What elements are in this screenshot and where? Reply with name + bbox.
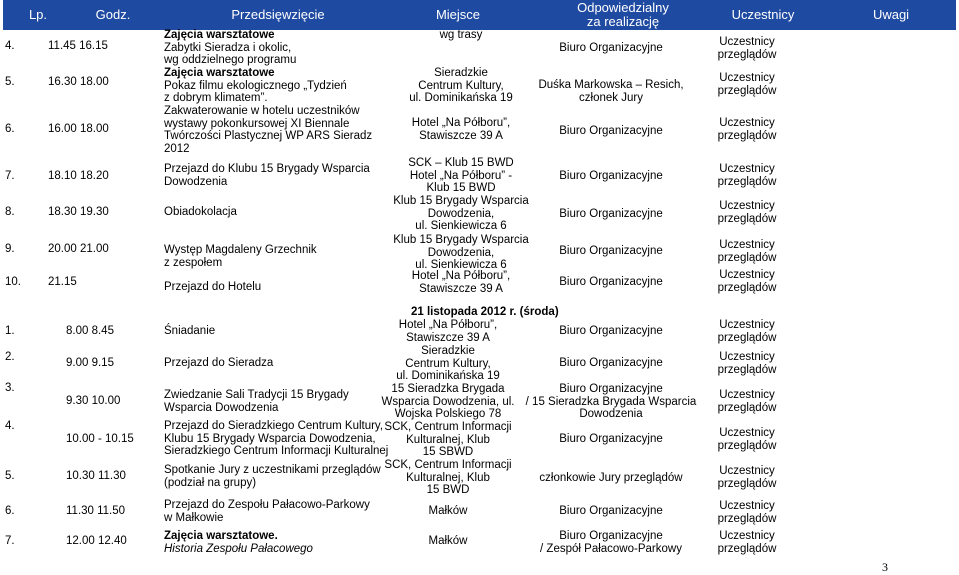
row-participants: przeglądów bbox=[717, 542, 777, 555]
row-number: 4. bbox=[5, 420, 15, 432]
row-participants: Uczestnicy bbox=[719, 72, 775, 84]
row-place: Klub 15 BWD bbox=[426, 182, 496, 194]
row-participants: przeglądów bbox=[717, 129, 777, 142]
row-place: Hotel „Na Półboru”, bbox=[411, 270, 511, 282]
row-responsible: Biuro Organizacyjne bbox=[559, 245, 663, 257]
row-event: Przejazd do Sieradza bbox=[164, 357, 274, 369]
row-place: SCK – Klub 15 BWD bbox=[408, 157, 514, 169]
row-responsible: Dowodzenia bbox=[579, 408, 643, 420]
row-responsible: Biuro Organizacyjne bbox=[559, 125, 663, 137]
row-place: Centrum Kultury, bbox=[418, 79, 504, 92]
row-number: 7. bbox=[5, 535, 15, 547]
row-time: 11.30 11.50 bbox=[66, 505, 126, 517]
row-number: 6. bbox=[5, 123, 15, 135]
row-participants: Uczestnicy bbox=[719, 351, 775, 363]
row-place: Stawiszcze 39 A bbox=[419, 129, 503, 142]
row-event: Przejazd do Klubu 15 Brygady Wsparcia bbox=[164, 163, 370, 175]
row-time: 9.00 9.15 bbox=[66, 357, 114, 369]
row-place: 15 SBWD bbox=[422, 446, 474, 458]
row-event: wystawy pokonkursowej XI Biennale bbox=[164, 117, 350, 130]
row-number: 9. bbox=[5, 243, 15, 255]
row-number: 7. bbox=[5, 170, 15, 182]
row-responsible: członek Jury bbox=[579, 91, 643, 104]
row-participants: przeglądów bbox=[717, 84, 777, 97]
row-participants: przeglądów bbox=[717, 477, 777, 490]
row-time: 8.00 8.45 bbox=[66, 325, 114, 337]
row-participants: przeglądów bbox=[717, 281, 777, 294]
row-participants: Uczestnicy bbox=[719, 269, 775, 281]
row-number: 3. bbox=[5, 382, 15, 394]
row-responsible: Biuro Organizacyjne bbox=[559, 208, 663, 220]
row-number: 10. bbox=[5, 276, 21, 288]
row-event: Wsparcia Dowodzenia bbox=[164, 401, 279, 414]
row-time: 10.00 - 10.15 bbox=[66, 433, 134, 445]
row-event: Zajęcia warsztatowe. bbox=[164, 530, 278, 542]
header-uwagi: Uwagi bbox=[872, 7, 910, 22]
row-participants: przeglądów bbox=[717, 212, 777, 225]
row-event: 2012 bbox=[164, 142, 190, 155]
row-participants: przeglądów bbox=[717, 363, 777, 376]
row-place: 15 Sieradzka Brygada bbox=[391, 383, 505, 395]
row-responsible: Biuro Organizacyjne bbox=[559, 325, 663, 337]
row-time: 18.30 19.30 bbox=[48, 206, 109, 218]
row-responsible: Biuro Organizacyjne bbox=[559, 505, 663, 517]
row-place: Hotel „Na Półboru” - bbox=[409, 169, 513, 182]
header-odpowiedzialny bbox=[533, 0, 713, 30]
row-participants: Uczestnicy bbox=[719, 427, 775, 439]
row-responsible: Biuro Organizacyjne bbox=[559, 276, 663, 288]
row-place: Klub 15 Brygady Wsparcia bbox=[393, 195, 529, 207]
row-time: 9.30 10.00 bbox=[66, 395, 121, 407]
row-time: 11.45 16.15 bbox=[48, 40, 108, 52]
row-participants: Uczestnicy bbox=[719, 465, 775, 477]
row-event: z zespołem bbox=[164, 256, 223, 269]
row-participants: Uczestnicy bbox=[719, 530, 775, 542]
row-event: wg oddzielnego programu bbox=[164, 54, 297, 66]
row-responsible: / Zespół Pałacowo-Parkowy bbox=[540, 542, 682, 555]
row-participants: Uczestnicy bbox=[719, 319, 775, 331]
row-responsible: Biuro Organizacyjne bbox=[559, 170, 663, 182]
row-event: Zwiedzanie Sali Tradycji 15 Brygady bbox=[164, 389, 349, 401]
row-event: Występ Magdaleny Grzechnik bbox=[164, 244, 317, 256]
row-participants: Uczestnicy bbox=[719, 389, 775, 401]
row-event: Historia Zespołu Pałacowego bbox=[164, 542, 313, 555]
row-place: ul. Sienkiewicza 6 bbox=[415, 220, 507, 232]
row-time: 16.30 18.00 bbox=[48, 76, 109, 88]
row-participants: przeglądów bbox=[717, 439, 777, 452]
row-participants: przeglądów bbox=[717, 512, 777, 525]
header-odpowiedzialny-line1: Odpowiedzialny bbox=[577, 0, 669, 15]
row-place: Centrum Kultury, bbox=[405, 357, 491, 370]
row-participants: przeglądów bbox=[717, 331, 777, 344]
row-participants: przeglądów bbox=[717, 401, 777, 414]
row-event: Spotkanie Jury z uczestnikami przeglądów bbox=[164, 464, 381, 476]
row-participants: przeglądów bbox=[717, 175, 777, 188]
row-time: 16.00 18.00 bbox=[48, 123, 109, 135]
row-place: wg trasy bbox=[439, 29, 483, 41]
row-event: w Małkowie bbox=[164, 511, 224, 524]
row-number: 4. bbox=[5, 40, 15, 52]
row-event: (podział na grupy) bbox=[164, 476, 257, 489]
row-place: ul. Dominikańska 19 bbox=[396, 370, 500, 382]
row-place: SCK, Centrum Informacji bbox=[384, 459, 512, 471]
row-time: 18.10 18.20 bbox=[48, 170, 109, 182]
row-responsible: członkowie Jury przeglądów bbox=[539, 472, 683, 484]
row-event: Pokaz filmu ekologicznego „Tydzień bbox=[164, 79, 347, 92]
row-place: Dowodzenia, bbox=[427, 246, 495, 259]
row-responsible: Biuro Organizacyjne bbox=[559, 357, 663, 369]
row-participants: Uczestnicy bbox=[719, 200, 775, 212]
row-event: Twórczości Plastycznej WP ARS Sieradz bbox=[164, 130, 373, 142]
row-number: 1. bbox=[5, 325, 15, 337]
row-place: SCK, Centrum Informacji bbox=[384, 421, 512, 433]
row-event: Przejazd do Zespołu Pałacowo-Parkowy bbox=[164, 499, 370, 511]
page-number: 3 bbox=[882, 560, 888, 574]
row-place: Klub 15 Brygady Wsparcia bbox=[393, 234, 529, 246]
row-event: Zabytki Sieradza i okolic, bbox=[164, 41, 292, 54]
header-miejsce: Miejsce bbox=[435, 7, 481, 22]
row-participants: przeglądów bbox=[717, 251, 777, 264]
row-event: z dobrym klimatem”. bbox=[164, 92, 268, 104]
row-place: Kulturalnej, Klub bbox=[406, 433, 490, 446]
row-participants: Uczestnicy bbox=[719, 163, 775, 175]
row-place: Kulturalnej, Klub bbox=[406, 471, 490, 484]
row-place: 15 BWD bbox=[426, 484, 470, 496]
row-number: 6. bbox=[5, 505, 15, 517]
row-participants: przeglądów bbox=[717, 48, 777, 61]
row-place: Wojska Polskiego 78 bbox=[394, 408, 502, 420]
row-place: ul. Dominikańska 19 bbox=[409, 92, 513, 104]
row-event: Śniadanie bbox=[164, 325, 216, 337]
row-event: Zajęcia warsztatowe bbox=[164, 29, 275, 41]
row-responsible: Biuro Organizacyjne bbox=[559, 383, 663, 395]
row-responsible: / 15 Sieradzka Brygada Wsparcia bbox=[525, 395, 697, 408]
row-participants: Uczestnicy bbox=[719, 500, 775, 512]
row-time: 20.00 21.00 bbox=[48, 243, 109, 255]
row-responsible: Duśka Markowska – Resich, bbox=[538, 79, 684, 91]
row-place: Sieradzkie bbox=[421, 345, 475, 357]
header-lp: Lp. bbox=[28, 7, 48, 22]
header-godz: Godz. bbox=[95, 7, 131, 22]
row-place: Hotel „Na Półboru”, bbox=[398, 319, 498, 331]
row-place: Dowodzenia, bbox=[427, 207, 495, 220]
table-header bbox=[3, 0, 956, 30]
row-number: 8. bbox=[5, 206, 15, 218]
row-place: Stawiszcze 39 A bbox=[419, 282, 503, 295]
header-uczestnicy: Uczestnicy bbox=[731, 7, 795, 22]
date-heading: 21 listopada 2012 r. (środa) bbox=[411, 306, 559, 318]
row-time: 21.15 bbox=[48, 276, 77, 288]
row-event: Sieradzkiego Centrum Informacji Kulturalnej bbox=[164, 445, 389, 457]
row-time: 12.00 12.40 bbox=[66, 535, 127, 547]
row-place: ul. Sienkiewicza 6 bbox=[415, 259, 507, 271]
row-responsible: Biuro Organizacyjne bbox=[559, 433, 663, 445]
row-number: 5. bbox=[5, 470, 15, 482]
row-place: Sieradzkie bbox=[434, 67, 488, 79]
row-event: Przejazd do Hotelu bbox=[164, 281, 262, 293]
row-place: Małków bbox=[428, 505, 468, 517]
row-event: Klubu 15 Brygady Wsparcia Dowodzenia, bbox=[164, 432, 376, 445]
row-time: 10.30 11.30 bbox=[66, 470, 126, 482]
row-event: Dowodzenia bbox=[164, 175, 228, 188]
row-event: Zajęcia warsztatowe bbox=[164, 67, 275, 79]
row-number: 2. bbox=[5, 351, 15, 363]
header-odpowiedzialny-line2: za realizację bbox=[586, 14, 660, 29]
row-participants: Uczestnicy bbox=[719, 36, 775, 48]
row-place: Stawiszcze 39 A bbox=[406, 331, 490, 344]
row-responsible: Biuro Organizacyjne bbox=[559, 530, 663, 542]
row-place: Małków bbox=[428, 535, 468, 547]
row-responsible: Biuro Organizacyjne bbox=[559, 42, 663, 54]
row-event: Przejazd do Sieradzkiego Centrum Kultury, bbox=[164, 420, 384, 432]
row-event: Obiadokolacja bbox=[164, 206, 237, 218]
row-number: 5. bbox=[5, 76, 15, 88]
row-participants: Uczestnicy bbox=[719, 117, 775, 129]
row-place: Wsparcia Dowodzenia, ul. bbox=[381, 395, 515, 408]
row-place: Hotel „Na Półboru”, bbox=[411, 117, 511, 129]
row-participants: Uczestnicy bbox=[719, 239, 775, 251]
header-przedsiewziecie: Przedsięwzięcie bbox=[231, 7, 325, 22]
row-event: Zakwaterowanie w hotelu uczestników bbox=[164, 105, 360, 117]
